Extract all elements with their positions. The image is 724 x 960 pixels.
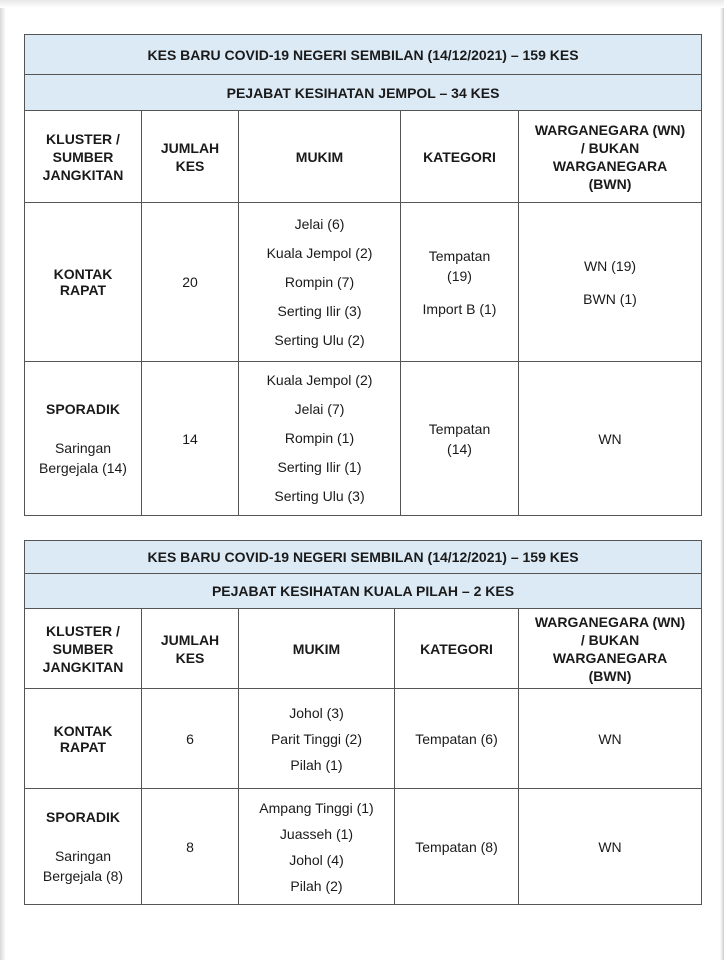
mukim-cell: Ampang Tinggi (1) Juasseh (1) Johol (4) Pilah (2): [239, 789, 395, 905]
table-subtitle: PEJABAT KESIHATAN KUALA PILAH – 2 KES: [25, 574, 702, 609]
jumlah-cell: 14: [142, 362, 239, 516]
header-mukim: MUKIM: [239, 609, 395, 689]
header-kluster: KLUSTER / SUMBER JANGKITAN: [25, 609, 142, 689]
header-jumlah: JUMLAH KES: [142, 111, 239, 203]
mukim-cell: Jelai (6) Kuala Jempol (2) Rompin (7) Serting Ilir (3) Serting Ulu (2): [239, 203, 401, 362]
kluster-cell: SPORADIK Saringan Bergejala (8): [25, 789, 142, 905]
wn-cell: WN (19) BWN (1): [519, 203, 702, 362]
table-row: [25, 362, 702, 516]
wn-cell: WN: [519, 689, 702, 789]
header-wn: WARGANEGARA (WN) / BUKAN WARGANEGARA (BWN): [519, 609, 702, 689]
jumlah-cell: 20: [142, 203, 239, 362]
jumlah-cell: 8: [142, 789, 239, 905]
page-edge-right: [720, 0, 724, 960]
header-wn: WARGANEGARA (WN) / BUKAN WARGANEGARA (BWN): [519, 111, 702, 203]
mukim-cell: Johol (3) Parit Tinggi (2) Pilah (1): [239, 689, 395, 789]
wn-cell: WN: [519, 362, 702, 516]
kluster-cell: KONTAK RAPAT: [25, 689, 142, 789]
page-edge-left: [0, 0, 6, 960]
kategori-cell: Tempatan (19) Import B (1): [401, 203, 519, 362]
table-row: [25, 789, 702, 905]
kategori-cell: Tempatan (14): [401, 362, 519, 516]
kluster-cell: KONTAK RAPAT: [25, 203, 142, 362]
page-edge-top: [0, 0, 724, 8]
header-mukim: MUKIM: [239, 111, 401, 203]
jumlah-cell: 6: [142, 689, 239, 789]
table-subtitle: PEJABAT KESIHATAN JEMPOL – 34 KES: [25, 75, 702, 111]
mukim-cell: Kuala Jempol (2) Jelai (7) Rompin (1) Serting Ilir (1) Serting Ulu (3): [239, 362, 401, 516]
column-header-row: [25, 609, 702, 689]
table-row: [25, 689, 702, 789]
header-jumlah: JUMLAH KES: [142, 609, 239, 689]
wn-cell: WN: [519, 789, 702, 905]
header-kluster: KLUSTER / SUMBER JANGKITAN: [25, 111, 142, 203]
header-kategori: KATEGORI: [401, 111, 519, 203]
kluster-cell: SPORADIK Saringan Bergejala (14): [25, 362, 142, 516]
table-title: KES BARU COVID-19 NEGERI SEMBILAN (14/12/2021) – 159 KES: [25, 35, 702, 75]
table-title: KES BARU COVID-19 NEGERI SEMBILAN (14/12/2021) – 159 KES: [25, 541, 702, 574]
table-row: [25, 203, 702, 362]
column-header-row: [25, 111, 702, 203]
kuala-pilah-case-table: [24, 540, 702, 905]
jempol-case-table: [24, 34, 702, 516]
kategori-cell: Tempatan (6): [395, 689, 519, 789]
header-kategori: KATEGORI: [395, 609, 519, 689]
kategori-cell: Tempatan (8): [395, 789, 519, 905]
